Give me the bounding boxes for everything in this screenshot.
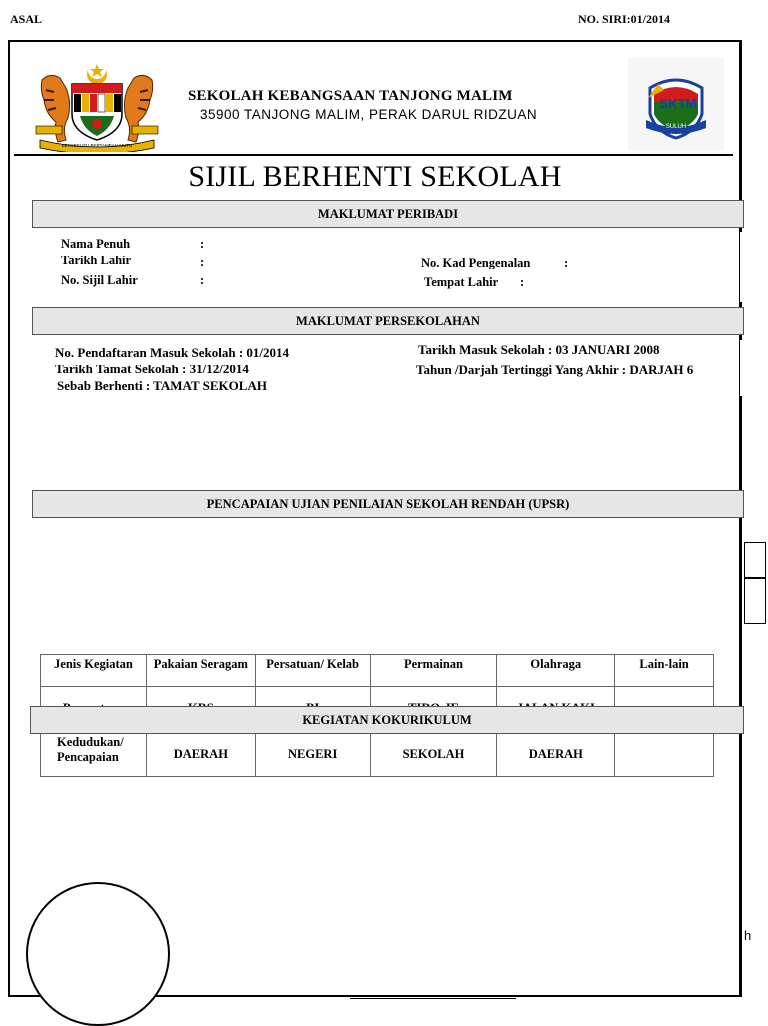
birth-cert-colon: : [200, 273, 205, 287]
serial-number: NO. SIRI:01/2014 [578, 12, 671, 26]
stray-character: h [744, 928, 752, 943]
section-cocurricular: KEGIATAN KOKURIKULUM [30, 706, 744, 734]
signature-line [350, 998, 516, 999]
coat-of-arms-logo [32, 60, 162, 152]
table-header-cell: Lain-lain [615, 655, 714, 687]
leaving-reason: Sebab Berhenti : TAMAT SEKOLAH [57, 378, 267, 393]
table-row [41, 733, 714, 777]
section-schooling-info: MAKLUMAT PERSEKOLAHAN [32, 307, 744, 335]
birth-place-label: Tempat Lahir [424, 275, 499, 289]
table-cell: DAERAH [497, 733, 615, 777]
school-logo [628, 58, 724, 150]
birth-cert-label: No. Sijil Lahir [61, 273, 138, 287]
birth-place-colon: : [520, 275, 525, 289]
document-title: SIJIL BERHENTI SEKOLAH [188, 160, 562, 193]
school-logo-motto: SULUH [665, 124, 687, 130]
table-header-row [41, 655, 714, 687]
registration-number: No. Pendaftaran Masuk Sekolah : 01/2014 [55, 345, 290, 360]
ic-number-colon: : [564, 256, 569, 270]
crest-motto: BERSEKUTU BERTAMBAH MUTU [61, 143, 133, 148]
edge-tab [744, 542, 766, 578]
ic-number-label: No. Kad Pengenalan [421, 257, 531, 269]
table-cell: NEGERI [255, 733, 370, 777]
table-cell: SEKOLAH [370, 733, 497, 777]
copy-label: ASAL [10, 12, 43, 26]
edge-tab [744, 578, 766, 624]
school-address: 35900 TANJONG MALIM, PERAK DARUL RIDZUAN [200, 107, 538, 122]
birth-date-colon: : [200, 255, 205, 269]
header-divider [14, 154, 733, 156]
end-date: Tarikh Tamat Sekolah : 31/12/2014 [55, 365, 249, 375]
table-cell [615, 733, 714, 777]
table-header-cell: Permainan [370, 655, 497, 687]
school-logo-text: SKTM [659, 96, 697, 111]
birth-date-label: Tarikh Lahir [61, 256, 132, 267]
table-header-cell: Pakaian Seragam [146, 655, 255, 687]
full-name-label: Nama Penuh [61, 237, 131, 251]
table-header-cell: Jenis Kegiatan [41, 655, 147, 687]
full-name-colon: : [200, 237, 205, 251]
signature-line [698, 996, 732, 997]
table-cell: DAERAH [146, 733, 255, 777]
section-personal-info: MAKLUMAT PERIBADI [32, 200, 744, 228]
table-header-cell: Olahraga [497, 655, 615, 687]
edge-patch [740, 232, 768, 302]
start-date: Tarikh Masuk Sekolah : 03 JANUARI 2008 [418, 342, 660, 357]
table-cell: Kedudukan/ Pencapaian [41, 733, 147, 777]
school-name: SEKOLAH KEBANGSAAN TANJONG MALIM [188, 88, 513, 104]
section-upsr: PENCAPAIAN UJIAN PENILAIAN SEKOLAH RENDAH (UPSR) [32, 490, 744, 518]
school-stamp-circle [26, 882, 170, 1026]
table-header-cell: Persatuan/ Kelab [255, 655, 370, 687]
edge-patch [740, 340, 768, 396]
highest-class: Tahun /Darjah Tertinggi Yang Akhir : DARJAH 6 [416, 362, 694, 377]
